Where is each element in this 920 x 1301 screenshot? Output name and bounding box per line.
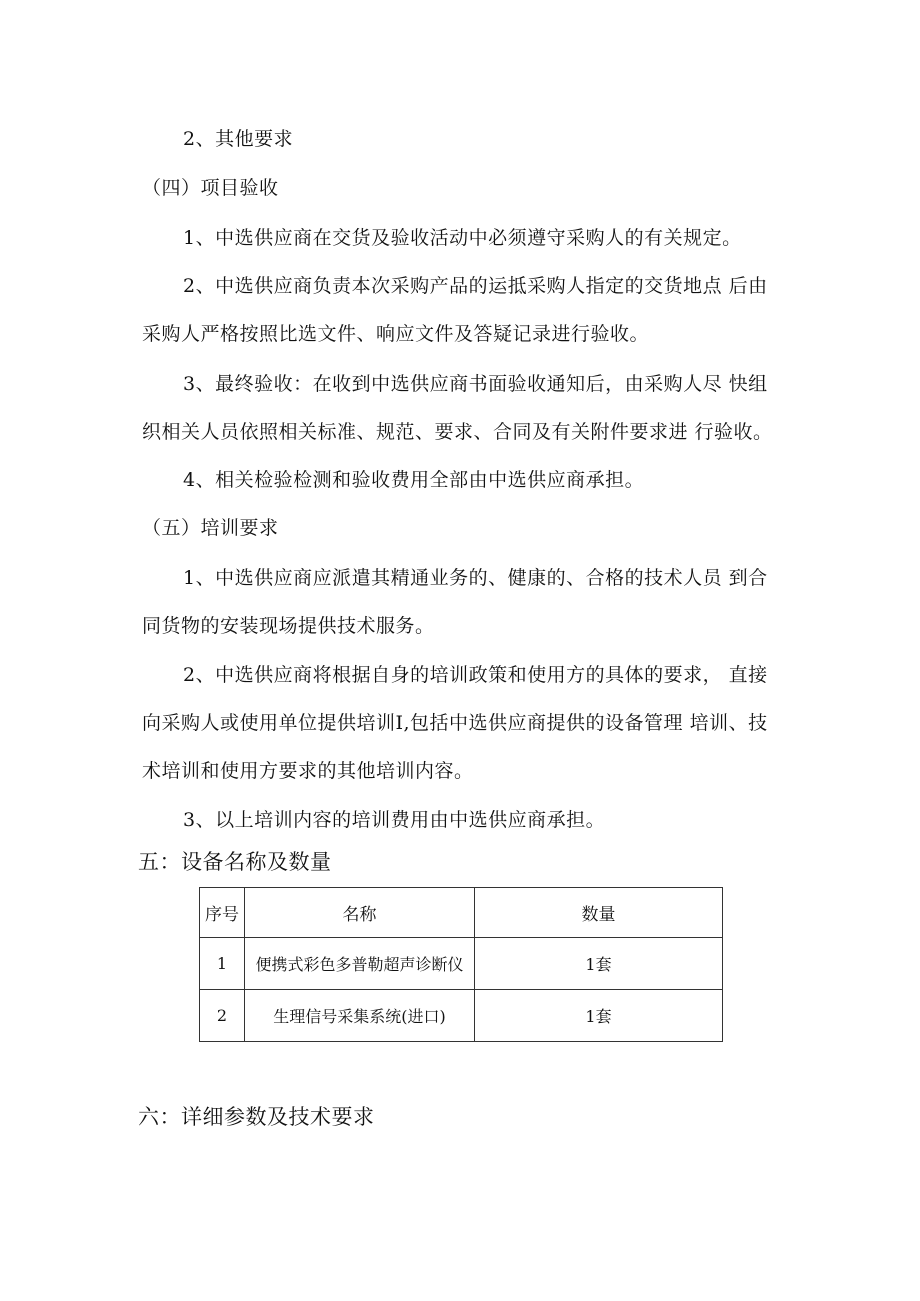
row-quantity: 1套	[475, 938, 723, 990]
row-equipment-name: 生理信号采集系统(进口)	[245, 990, 475, 1042]
acceptance-paragraph-3-line-1: 3、最终验收：在收到中选供应商书面验收通知后，由采购人尽 快组	[183, 373, 768, 395]
training-paragraph-2-line-1: 2、中选供应商将根据自身的培训政策和使用方的具体的要求， 直接	[183, 664, 768, 686]
column-header-name: 名称	[245, 888, 475, 938]
row-equipment-name: 便携式彩色多普勒超声诊断仪	[245, 938, 475, 990]
acceptance-heading: （四）项目验收	[142, 177, 279, 199]
training-paragraph-1-line-2: 同货物的安装现场提供技术服务。	[142, 615, 435, 637]
acceptance-paragraph-1: 1、中选供应商在交货及验收活动中必须遵守采购人的有关规定。	[183, 227, 742, 249]
acceptance-paragraph-2-line-2: 采购人严格按照比选文件、响应文件及答疑记录进行验收。	[142, 323, 650, 345]
row-quantity: 1套	[475, 990, 723, 1042]
row-index: 1	[200, 938, 245, 990]
training-heading: （五）培训要求	[142, 517, 279, 539]
column-header-quantity: 数量	[475, 888, 723, 938]
training-paragraph-3: 3、以上培训内容的培训费用由中选供应商承担。	[183, 809, 606, 831]
equipment-table	[199, 887, 723, 1042]
details-heading: 六：详细参数及技术要求	[138, 1105, 375, 1129]
training-paragraph-2-line-3: 术培训和使用方要求的其他培训内容。	[142, 760, 474, 782]
acceptance-paragraph-4: 4、相关检验检测和验收费用全部由中选供应商承担。	[183, 469, 645, 491]
row-index: 2	[200, 990, 245, 1042]
table-row	[200, 938, 723, 990]
other-requirements-item: 2、其他要求	[183, 128, 294, 150]
table-header-row	[200, 888, 723, 938]
acceptance-paragraph-2-line-1: 2、中选供应商负责本次采购产品的运抵采购人指定的交货地点 后由	[183, 275, 768, 297]
equipment-heading: 五：设备名称及数量	[138, 850, 332, 874]
training-paragraph-1-line-1: 1、中选供应商应派遣其精通业务的、健康的、合格的技术人员 到合	[183, 567, 768, 589]
training-paragraph-2-line-2: 向采购人或使用单位提供培训I,包括中选供应商提供的设备管理 培训、技	[142, 712, 768, 734]
acceptance-paragraph-3-line-2: 织相关人员依照相关标准、规范、要求、合同及有关附件要求进 行验收。	[142, 421, 773, 443]
table-row	[200, 990, 723, 1042]
column-header-index: 序号	[200, 888, 245, 938]
